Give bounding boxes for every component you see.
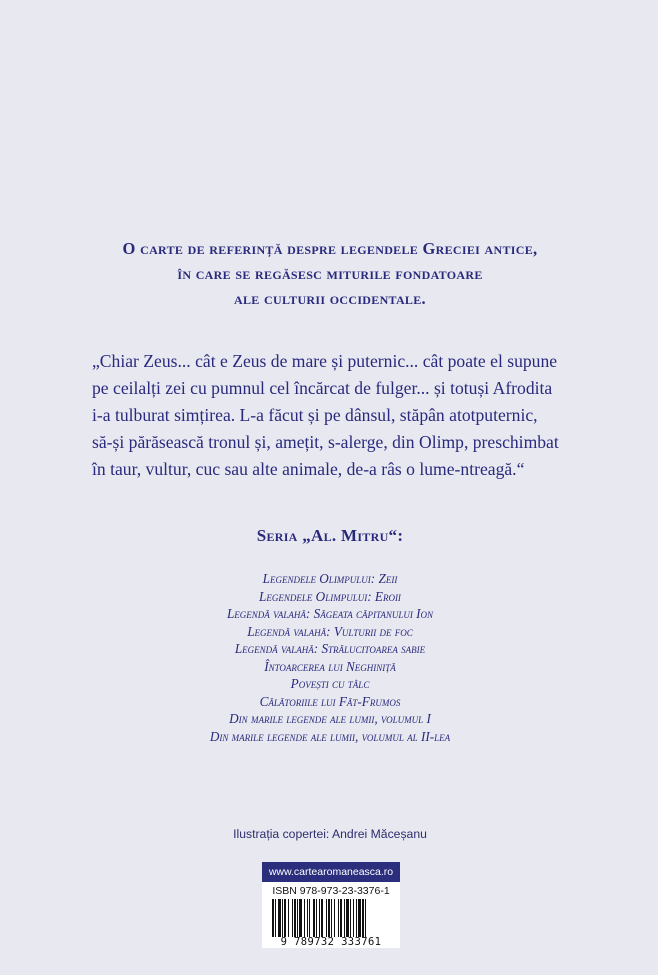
barcode-bar: [299, 899, 302, 937]
tagline: [60, 236, 600, 311]
barcode-bar: [297, 899, 298, 937]
barcode-bar: [284, 899, 286, 937]
cover-illustration-credit: Ilustrația copertei: Andrei Măceșanu: [233, 827, 427, 841]
barcode-bar: [326, 899, 327, 937]
series-title: Legendă valahă: Săgeata căpitanului Ion: [226, 606, 434, 621]
barcode-bar: [292, 899, 293, 937]
barcode-bar: [334, 899, 335, 937]
isbn-label: ISBN 978-973-23-3376-1: [272, 885, 390, 897]
quote-line: în taur, vultur, cuc sau alte animale, de-a râs o lume-ntreagă.“: [92, 459, 525, 479]
quote-excerpt: [92, 348, 572, 483]
barcode-bar: [282, 899, 283, 937]
barcode-bar: [309, 899, 310, 937]
quote-line: i-a tulburat simțirea. L-a făcut și pe dânsul, stăpân atotputernic,: [92, 405, 538, 425]
barcode-bar: [328, 899, 330, 937]
barcode-bar: [316, 899, 317, 937]
series-title: Călătoriile lui Făt-Frumos: [259, 693, 401, 709]
quote-line: pe ceilalți zei cu pumnul cel încărcat de fulger... și totuși Afrodita: [92, 378, 553, 398]
barcode-bar: [356, 899, 357, 937]
barcode-bar: [304, 899, 305, 937]
series-heading: Seria „Al. Mitru“:: [256, 526, 404, 545]
series-title: Din marile legende ale lumii, volumul I: [229, 711, 431, 726]
barcode-bar: [294, 899, 296, 937]
publisher-url: www.cartearomaneasca.ro: [262, 862, 400, 882]
tagline-line: ale culturii occidentale.: [234, 289, 426, 308]
series-list: [160, 570, 500, 745]
barcode-bar: [313, 899, 315, 937]
barcode-bar: [344, 899, 345, 937]
barcode-bar: [275, 899, 276, 937]
barcode-bar: [278, 899, 281, 937]
barcode-bar: [340, 899, 342, 937]
barcode-bar: [288, 899, 289, 937]
barcode-bar: [362, 899, 364, 937]
quote-line: „Chiar Zeus... cât e Zeus de mare și puternic... cât poate el supune: [92, 351, 558, 371]
barcode-bar: [321, 899, 323, 937]
barcode-bar: [307, 899, 308, 937]
tagline-line: O carte de referință despre legendele Greciei antice,: [122, 239, 538, 258]
ean-number: 9 789732 333761: [280, 936, 382, 948]
quote-line: să-și părăsească tronul și, amețit, s-alerge, din Olimp, preschimbat: [92, 432, 559, 452]
barcode-bar: [350, 899, 351, 937]
series-title: Din marile legende ale lumii, volumul al II-lea: [209, 728, 451, 744]
series-title: Legendele Olimpului: Zeii: [262, 571, 398, 586]
barcode-bar: [272, 899, 274, 937]
barcode-bar: [346, 899, 349, 937]
series-title: Întoarcerea lui Neghiniță: [264, 658, 396, 674]
barcode-bar: [365, 899, 366, 937]
barcode-bar: [319, 899, 320, 937]
barcode-bar: [358, 899, 361, 937]
barcode-bar: [338, 899, 339, 937]
tagline-line: în care se regăsesc miturile fondatoare: [177, 264, 483, 283]
barcode-bar: [331, 899, 332, 937]
series-title: Povești cu tâlc: [290, 676, 370, 691]
barcode-bar: [353, 899, 354, 937]
series-title: Legendă valahă: Strălucitoarea sabie: [234, 641, 426, 656]
series-title: Legendele Olimpului: Eroii: [259, 588, 401, 604]
barcode-box: [262, 862, 400, 948]
series-title: Legendă valahă: Vulturii de foc: [247, 623, 413, 639]
barcode-bars: [269, 899, 393, 937]
